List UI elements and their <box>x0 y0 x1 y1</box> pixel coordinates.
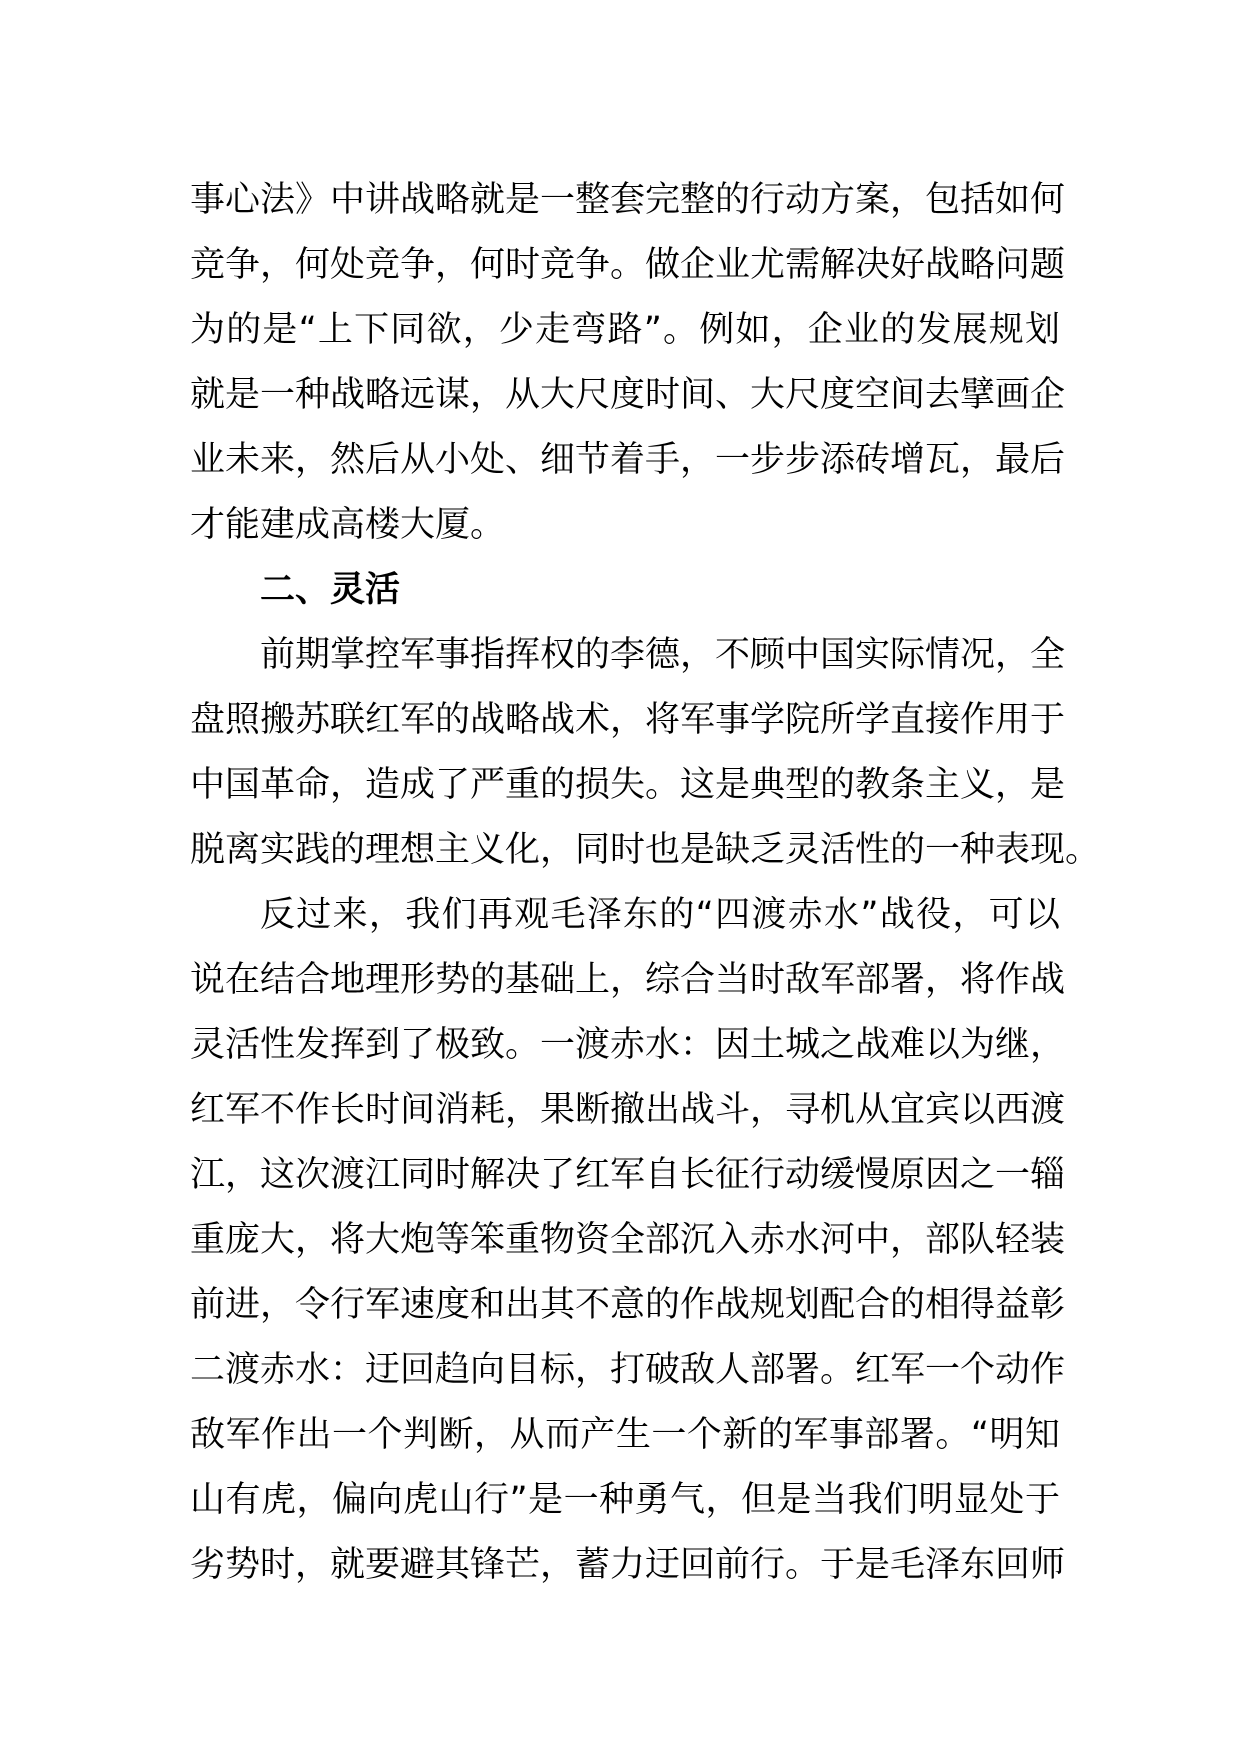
text-line: 盘照搬苏联红军的战略战术，将军事学院所学直接作用于 <box>190 700 1066 740</box>
paragraph-strategy <box>190 168 1066 558</box>
paragraph-li-de <box>190 623 1101 883</box>
text-line: 才能建成高楼大厦。 <box>190 505 506 545</box>
text-line: 二渡赤水：迂回趋向目标，打破敌人部署。红军一个动作 <box>190 1350 1066 1390</box>
text-line: 竞争，何处竞争，何时竞争。做企业尤需解决好战略问题 <box>190 245 1066 285</box>
text-line: 就是一种战略远谋，从大尺度时间、大尺度空间去擘画企 <box>190 375 1066 415</box>
text-line: 前期掌控军事指挥权的李德，不顾中国实际情况，全 <box>260 635 1066 675</box>
text-line: 红军不作长时间消耗，果断撤出战斗，寻机从宜宾以西渡 <box>190 1090 1066 1130</box>
text-line: 中国革命，造成了严重的损失。这是典型的教条主义，是 <box>190 765 1066 805</box>
text-line: 江，这次渡江同时解决了红军自长征行动缓慢原因之一辎 <box>190 1155 1066 1195</box>
text-line: 脱离实践的理想主义化，同时也是缺乏灵活性的一种表现。 <box>190 830 1101 870</box>
text-line: 前进，令行军速度和出其不意的作战规划配合的相得益彰 <box>190 1285 1066 1325</box>
text-line: 说在结合地理形势的基础上，综合当时敌军部署，将作战 <box>190 960 1066 1000</box>
text-line: 灵活性发挥到了极致。一渡赤水：因土城之战难以为继， <box>190 1025 1066 1065</box>
text-line: 劣势时，就要避其锋芒，蓄力迂回前行。于是毛泽东回师 <box>190 1545 1066 1585</box>
document-body <box>190 168 1101 1598</box>
text-line: 业未来，然后从小处、细节着手，一步步添砖增瓦，最后 <box>190 440 1066 480</box>
paragraph-chishui <box>190 883 1066 1598</box>
section-heading: 二、灵活 <box>260 570 401 610</box>
text-line: 为的是“上下同欲，少走弯路”。例如，企业的发展规划 <box>190 310 1060 350</box>
text-line: 敌军作出一个判断，从而产生一个新的军事部署。“明知 <box>190 1415 1060 1455</box>
text-line: 事心法》中讲战略就是一整套完整的行动方案，包括如何 <box>190 180 1066 220</box>
text-line: 山有虎，偏向虎山行”是一种勇气，但是当我们明显处于 <box>190 1480 1060 1520</box>
text-line: 重庞大，将大炮等笨重物资全部沉入赤水河中，部队轻装 <box>190 1220 1066 1260</box>
text-line: 反过来，我们再观毛泽东的“四渡赤水”战役，可以 <box>260 895 1060 935</box>
